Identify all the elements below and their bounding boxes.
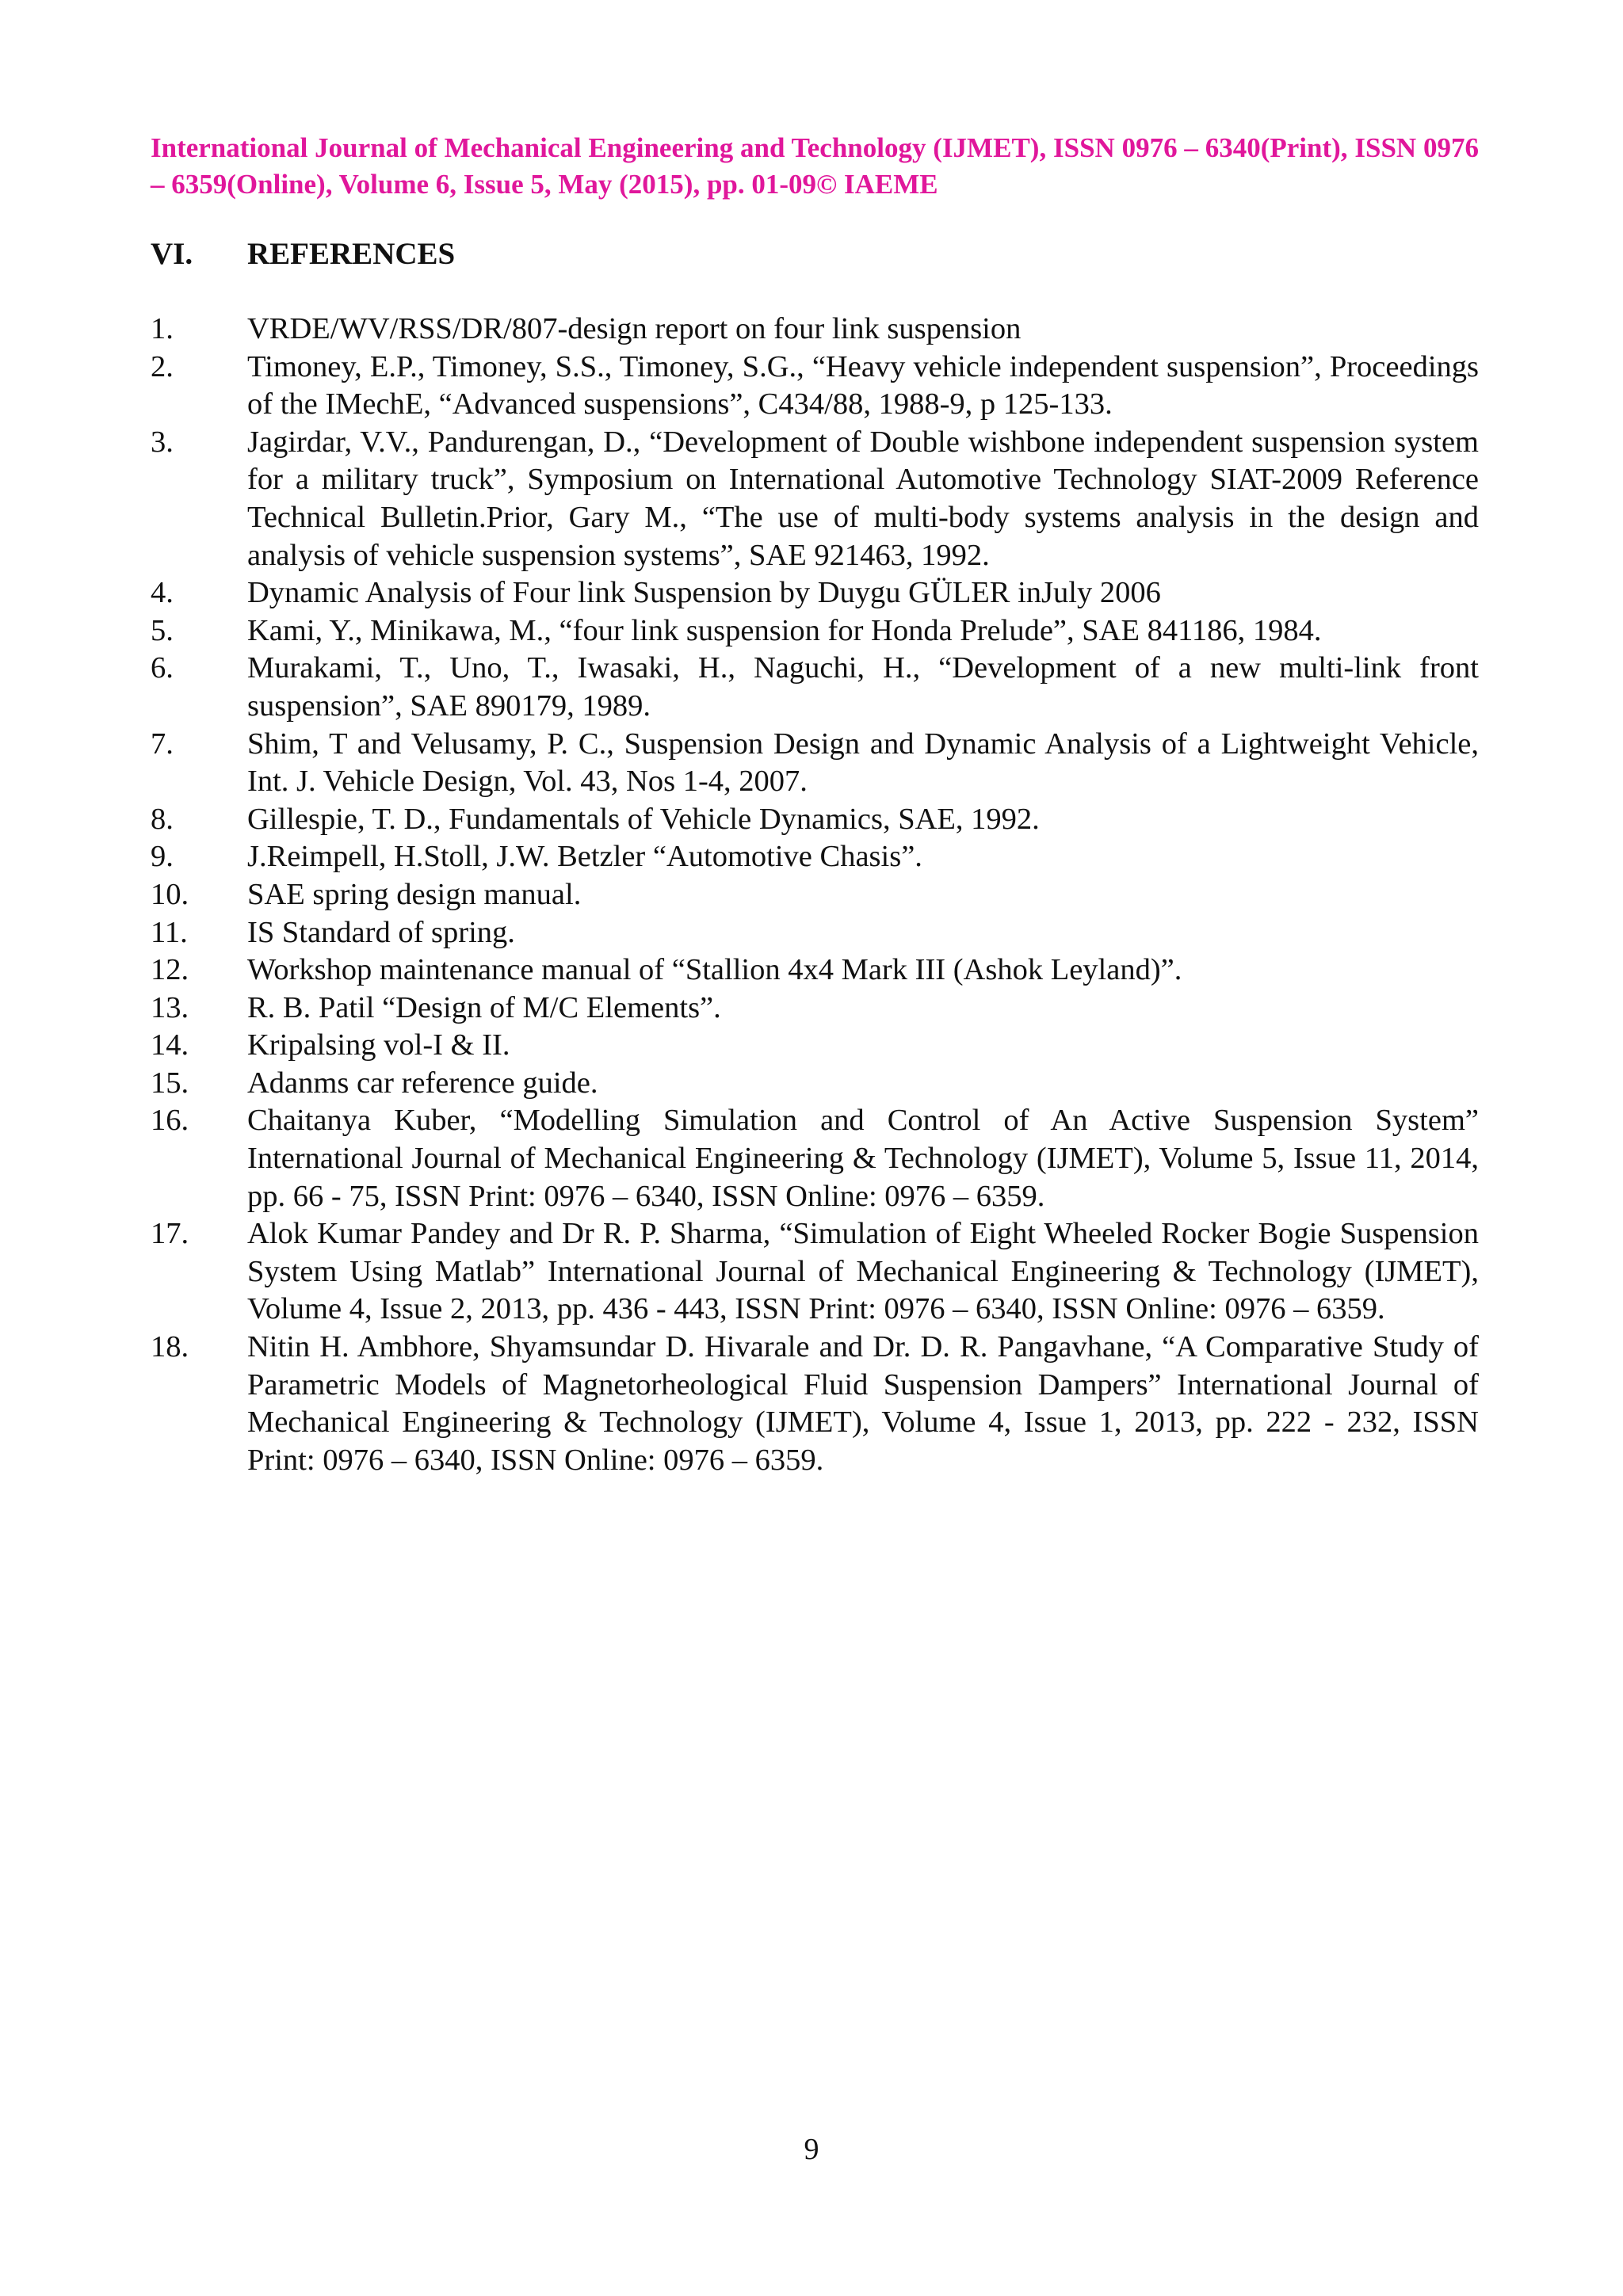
reference-item [151, 1215, 1479, 1329]
reference-number: 1. [151, 312, 174, 345]
reference-item [151, 838, 1479, 876]
reference-text: Dynamic Analysis of Four link Suspension by Duygu GÜLER inJuly 2006 [247, 576, 1161, 610]
reference-item [151, 876, 1479, 914]
reference-text: Kami, Y., Minikawa, M., “four link suspension for Honda Prelude”, SAE 841186, 1984. [247, 613, 1322, 647]
reference-item [151, 1065, 1479, 1103]
section-number: VI. [151, 237, 193, 271]
reference-text: Chaitanya Kuber, “Modelling Simulation and Control of An Active Suspension System” International Journal of Mechanical Engineering & Technology (IJMET), Volume 5, Issue 11, 2014, pp. 66 - 75, ISSN Print: 0976 – 6340, ISSN Online: 0976 – 6359. [247, 1104, 1479, 1213]
reference-number: 16. [151, 1104, 189, 1138]
reference-number: 11. [151, 915, 188, 949]
reference-item [151, 424, 1479, 574]
reference-item [151, 1329, 1479, 1479]
reference-item [151, 574, 1479, 612]
reference-number: 15. [151, 1066, 189, 1100]
reference-item [151, 1027, 1479, 1065]
reference-number: 4. [151, 576, 174, 610]
reference-number: 5. [151, 613, 174, 647]
reference-number: 14. [151, 1028, 189, 1062]
reference-text: Alok Kumar Pandey and Dr R. P. Sharma, “Simulation of Eight Wheeled Rocker Bogie Suspension System Using Matlab” International Journal of Mechanical Engineering & Technology (IJMET), Volume 4, Issue 2, 2013, pp. 436 - 443, ISSN Print: 0976 – 6340, ISSN Online: 0976 – 6359. [247, 1217, 1479, 1326]
reference-item [151, 349, 1479, 424]
reference-item [151, 801, 1479, 839]
reference-number: 3. [151, 425, 174, 459]
reference-number: 18. [151, 1330, 189, 1364]
reference-text: Gillespie, T. D., Fundamentals of Vehicle Dynamics, SAE, 1992. [247, 802, 1040, 836]
reference-text: VRDE/WV/RSS/DR/807-design report on four link suspension [247, 312, 1022, 345]
section-title: REFERENCES [247, 237, 456, 271]
reference-text: Workshop maintenance manual of “Stallion 4x4 Mark III (Ashok Leyland)”. [247, 953, 1182, 987]
reference-item [151, 726, 1479, 801]
reference-item [151, 1102, 1479, 1215]
reference-number: 6. [151, 651, 174, 685]
reference-number: 7. [151, 727, 174, 761]
reference-number: 10. [151, 877, 189, 911]
reference-text: IS Standard of spring. [247, 915, 515, 949]
reference-text: Shim, T and Velusamy, P. C., Suspension Design and Dynamic Analysis of a Lightweight Vehicle, Int. J. Vehicle Design, Vol. 43, Nos 1-4, 2007. [247, 727, 1479, 799]
reference-number: 17. [151, 1217, 189, 1251]
reference-text: Nitin H. Ambhore, Shyamsundar D. Hivarale and Dr. D. R. Pangavhane, “A Comparative Study of Parametric Models of Magnetorheological Fluid Suspension Dampers” International Journal of Mechanical Engineering & Technology (IJMET), Volume 4, Issue 1, 2013, pp. 222 - 232, ISSN Print: 0976 – 6340, ISSN Online: 0976 – 6359. [247, 1330, 1479, 1477]
reference-text: R. B. Patil “Design of M/C Elements”. [247, 990, 721, 1024]
section-heading [151, 235, 1479, 274]
reference-text: Jagirdar, V.V., Pandurengan, D., “Development of Double wishbone independent suspension system for a military truck”, Symposium on International Automotive Technology SIAT-2009 Reference Technical Bulletin.Prior, Gary M., “The use of multi-body systems analysis in the design and analysis of vehicle suspension systems”, SAE 921463, 1992. [247, 425, 1479, 572]
reference-text: Murakami, T., Uno, T., Iwasaki, H., Naguchi, H., “Development of a new multi-link front suspension”, SAE 890179, 1989. [247, 651, 1479, 723]
reference-number: 2. [151, 349, 174, 383]
reference-number: 12. [151, 953, 189, 987]
reference-item [151, 914, 1479, 952]
reference-item [151, 650, 1479, 725]
reference-text: SAE spring design manual. [247, 877, 582, 911]
reference-number: 9. [151, 840, 174, 874]
reference-number: 13. [151, 990, 189, 1024]
reference-text: Kripalsing vol-I & II. [247, 1028, 510, 1062]
reference-text: J.Reimpell, H.Stoll, J.W. Betzler “Automotive Chasis”. [247, 840, 922, 874]
reference-item [151, 311, 1479, 349]
page-number: 9 [804, 2133, 819, 2166]
reference-text: Timoney, E.P., Timoney, S.S., Timoney, S.G., “Heavy vehicle independent suspension”, Proceedings of the IMechE, “Advanced suspensions”, C434/88, 1988-9, p 125-133. [247, 349, 1479, 421]
reference-number: 8. [151, 802, 174, 836]
reference-text: Adanms car reference guide. [247, 1066, 598, 1100]
reference-list [151, 311, 1479, 1479]
journal-header: International Journal of Mechanical Engineering and Technology (IJMET), ISSN 0976 – 6340(Print), ISSN 0976 – 6359(Online), Volume 6, Issue 5, May (2015), pp. 01-09© IAEME [151, 132, 1479, 200]
reference-item [151, 990, 1479, 1028]
reference-item [151, 952, 1479, 990]
reference-item [151, 612, 1479, 650]
